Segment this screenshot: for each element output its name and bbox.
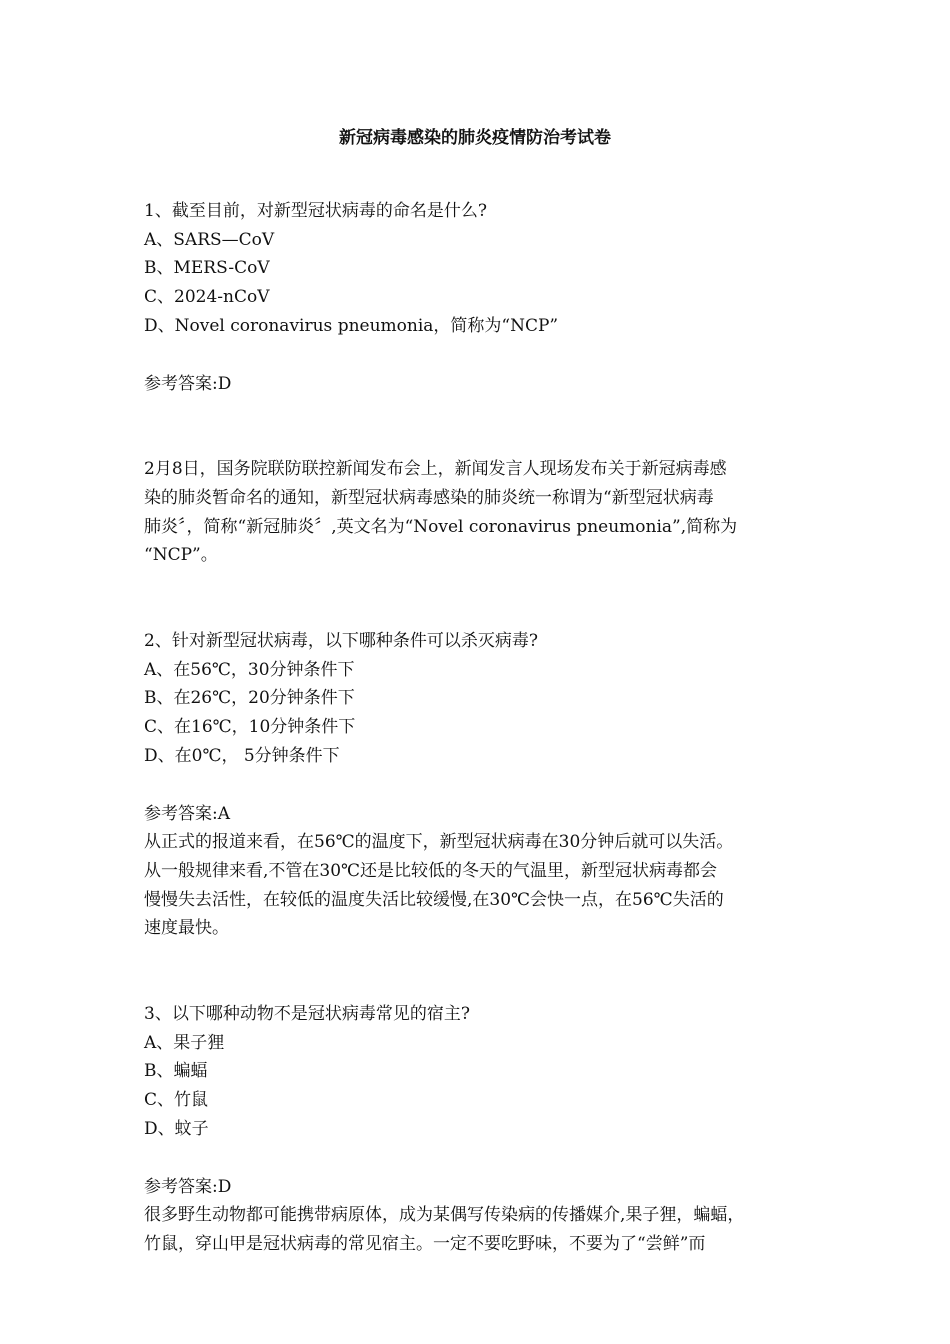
explanation-line: 从正式的报道来看，在56℃的温度下，新型冠状病毒在30分钟后就可以失活。 (144, 832, 734, 853)
question-block-1 (144, 197, 809, 570)
question-text: 1、截至目前，对新型冠状病毒的命名是什么? (144, 201, 487, 221)
option-d: D、蚊子 (144, 1118, 209, 1139)
option-c: C、在16℃，10分钟条件下 (144, 717, 356, 738)
option-a: A、在56℃，30分钟条件下 (144, 659, 355, 680)
option-a: A、SARS—CoV (144, 229, 275, 250)
option-c: C、竹鼠 (144, 1090, 209, 1111)
explanation-line: 从一般规律来看,不管在30℃还是比较低的冬天的气温里，新型冠状病毒都会 (144, 860, 718, 881)
explanation-line: “NCP”。 (144, 545, 218, 566)
question-text: 2、针对新型冠状病毒，以下哪种条件可以杀灭病毒? (144, 631, 538, 652)
document-title: 新冠病毒感染的肺炎疫情防治考试卷 (339, 128, 611, 148)
explanation-line: 2月8日，国务院联防联控新闻发布会上，新闻发言人现场发布关于新冠病毒感 (144, 459, 727, 480)
answer-text: 参考答案:D (144, 1176, 232, 1197)
explanation-line: 竹鼠，穿山甲是冠状病毒的常见宿主。一定不要吃野味，不要为了“尝鲜”而 (144, 1233, 706, 1254)
question-block-2 (144, 627, 809, 943)
option-b: B、蝙蝠 (144, 1061, 208, 1082)
question-block-3 (144, 1000, 809, 1259)
option-c: C、2024-nCoV (144, 287, 270, 308)
option-d: D、Novel coronavirus pneumonia，简称为“NCP” (144, 315, 559, 336)
question-text: 3、以下哪种动物不是冠状病毒常见的宿主? (144, 1004, 470, 1025)
answer-text: 参考答案:A (144, 803, 231, 824)
explanation-line: 染的肺炎暂命名的通知，新型冠状病毒感染的肺炎统一称谓为“新型冠状病毒 (144, 487, 714, 508)
option-d: D、在0℃， 5分钟条件下 (144, 745, 340, 766)
option-a: A、果子狸 (144, 1032, 225, 1053)
document-body (144, 197, 809, 1259)
option-b: B、在26℃，20分钟条件下 (144, 688, 355, 709)
explanation-line: 慢慢失去活性，在较低的温度失活比较缓慢,在30℃会快一点，在56℃失活的 (144, 889, 724, 910)
explanation-line: 肺炎〞，简称“新冠肺炎〞,英文名为“Novel coronavirus pneumonia”,简称为 (144, 516, 738, 537)
explanation-line: 很多野生动物都可能携带病原体，成为某偶写传染病的传播媒介,果子狸，蝙蝠， (144, 1205, 745, 1226)
answer-text: 参考答案:D (144, 373, 232, 394)
explanation-line: 速度最快。 (144, 918, 229, 939)
option-b: B、MERS-CoV (144, 258, 270, 279)
